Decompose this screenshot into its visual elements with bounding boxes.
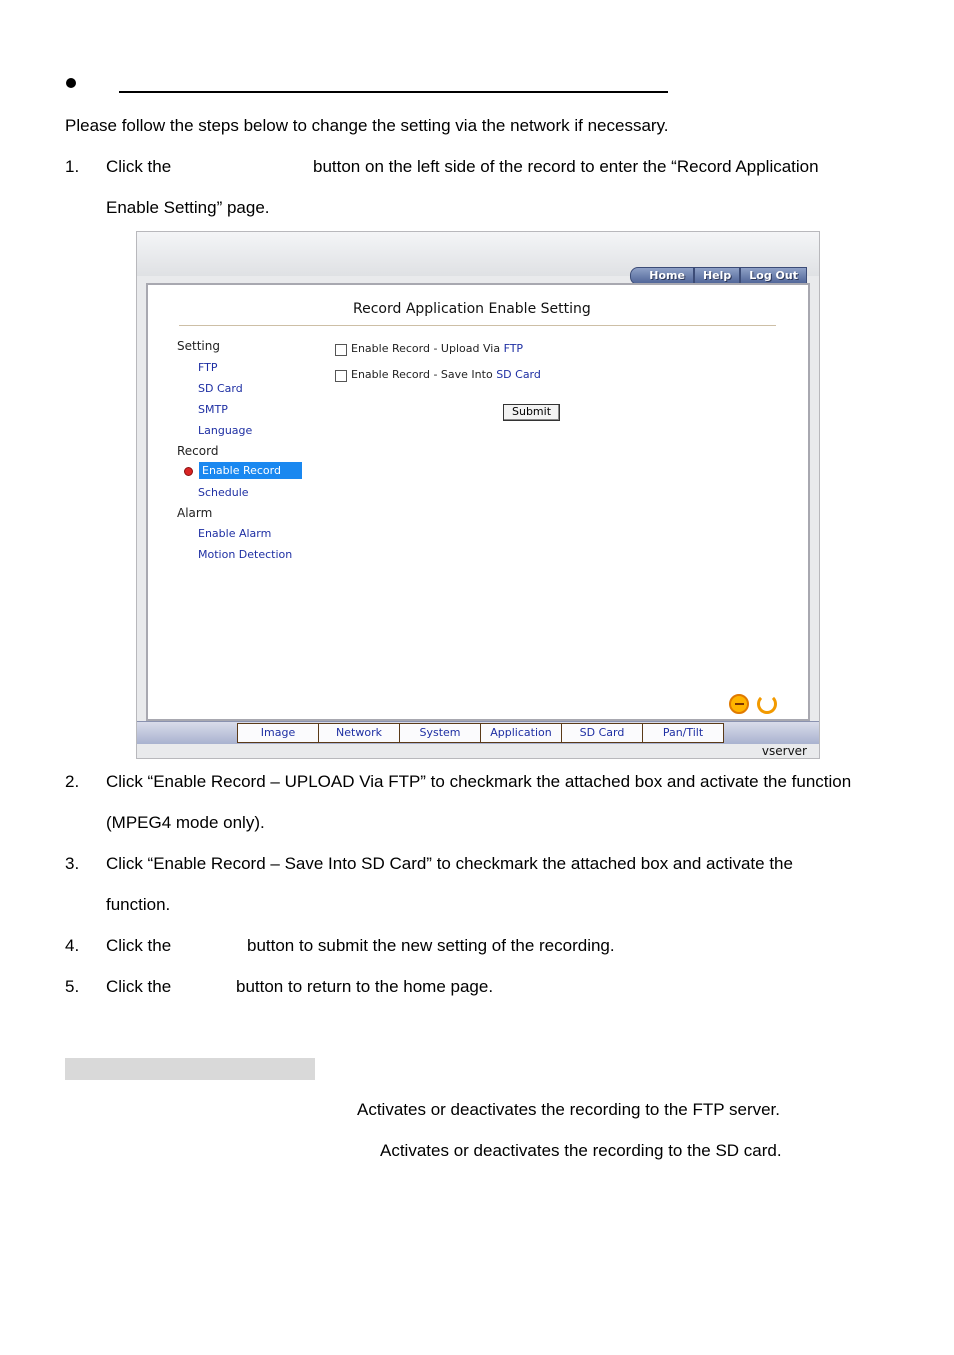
logout-button[interactable]: Log Out: [740, 267, 807, 285]
title-divider: [179, 325, 776, 326]
bottom-tabs: [237, 723, 724, 743]
step-number: 5.: [65, 977, 80, 996]
step-text: Click “Enable Record – UPLOAD Via FTP” to checkmark the attached box and activate the function: [106, 772, 852, 791]
tab-sd-card[interactable]: SD Card: [562, 723, 643, 743]
ftp-upload-checkbox[interactable]: [335, 344, 347, 356]
intro-text: Please follow the steps below to change the setting via the network if necessary.: [65, 116, 669, 135]
submit-button[interactable]: Submit: [503, 404, 560, 421]
menu-item-language[interactable]: Language: [198, 424, 253, 437]
definition-text: Activates or deactivates the recording to the FTP server.: [357, 1100, 780, 1119]
active-indicator-icon: [184, 467, 193, 476]
step-text: Click “Enable Record – Save Into SD Card” to checkmark the attached box and activate the: [106, 854, 793, 873]
sd-card-label: Enable Record - Save Into SD Card: [351, 368, 541, 381]
step-number: 3.: [65, 854, 80, 873]
step-number: 1.: [65, 157, 80, 176]
step-text: button to submit the new setting of the recording.: [247, 936, 615, 955]
step-number: 4.: [65, 936, 80, 955]
back-icon[interactable]: [729, 694, 749, 714]
tab-system[interactable]: System: [400, 723, 481, 743]
embedded-screenshot: [136, 231, 820, 759]
ftp-link[interactable]: FTP: [503, 342, 524, 355]
menu-item-motion-detection[interactable]: Motion Detection: [198, 548, 293, 561]
menu-group-alarm: Alarm: [177, 506, 213, 520]
section-heading-bar: [65, 1058, 315, 1080]
step-text: Click the: [106, 157, 172, 176]
step-text: Click the: [106, 936, 172, 955]
tab-image[interactable]: Image: [237, 723, 319, 743]
help-button[interactable]: Help: [694, 267, 740, 285]
top-nav: [630, 267, 807, 283]
menu-item-sd-card[interactable]: SD Card: [198, 382, 243, 395]
sd-card-link[interactable]: SD Card: [496, 368, 541, 381]
tab-pan-tilt[interactable]: Pan/Tilt: [643, 723, 724, 743]
step-text: button on the left side of the record to enter the “Record Application: [313, 157, 819, 176]
step-text: button to return to the home page.: [236, 977, 494, 996]
menu-item-smtp[interactable]: SMTP: [198, 403, 228, 416]
settings-panel: [146, 283, 810, 721]
ftp-upload-label: Enable Record - Upload Via FTP: [351, 342, 524, 355]
page-title: Record Application Enable Setting: [353, 301, 591, 317]
step-text: (MPEG4 mode only).: [106, 813, 265, 832]
refresh-icon[interactable]: [757, 694, 777, 714]
menu-item-ftp[interactable]: FTP: [198, 361, 218, 374]
menu-item-enable-alarm[interactable]: Enable Alarm: [198, 527, 272, 540]
menu-group-record: Record: [177, 444, 219, 458]
footer-server-name: vserver: [761, 744, 807, 758]
step-number: 2.: [65, 772, 80, 791]
step-text: Click the: [106, 977, 172, 996]
step-text: Enable Setting” page.: [106, 198, 270, 217]
definition-text: Activates or deactivates the recording to the SD card.: [380, 1141, 782, 1160]
sd-card-checkbox[interactable]: [335, 370, 347, 382]
menu-item-schedule[interactable]: Schedule: [198, 486, 249, 499]
heading-underline: [119, 91, 668, 93]
home-button[interactable]: Home: [630, 267, 694, 285]
menu-group-setting: Setting: [177, 339, 220, 353]
bullet-dot: [66, 78, 76, 88]
step-text: function.: [106, 895, 171, 914]
menu-item-enable-record[interactable]: Enable Record: [199, 462, 302, 479]
tab-application[interactable]: Application: [481, 723, 562, 743]
tab-network[interactable]: Network: [319, 723, 400, 743]
